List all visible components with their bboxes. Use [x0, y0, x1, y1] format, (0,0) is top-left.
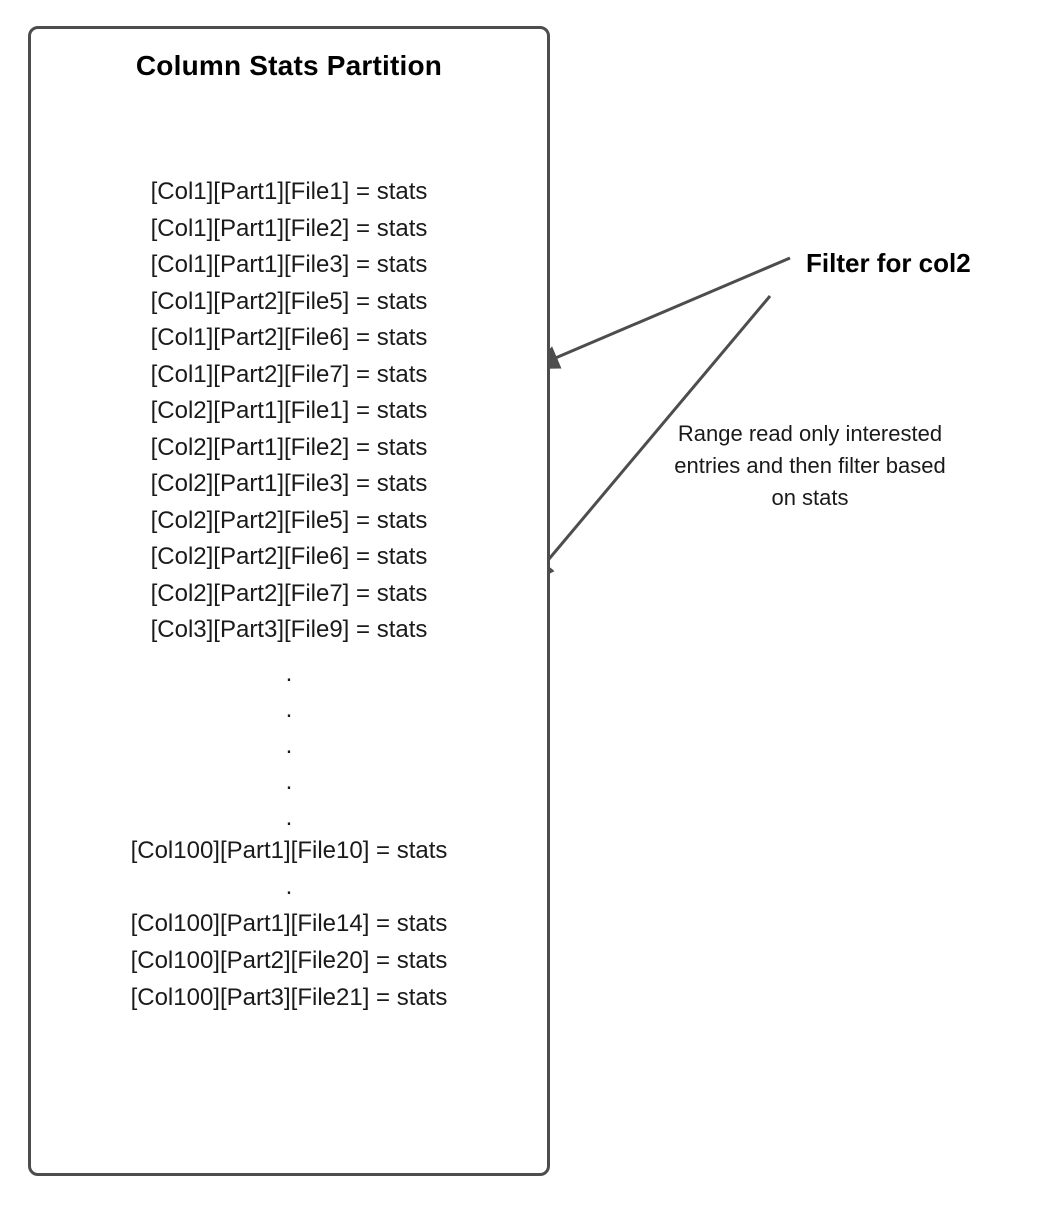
list-item: [Col1][Part2][File5] = stats	[150, 287, 428, 315]
stats-entry-list-tail-b	[28, 905, 550, 1016]
list-item: [Col2][Part2][File7] = stats	[150, 579, 428, 607]
ellipsis-dot: .	[285, 804, 293, 831]
list-item: [Col100][Part1][File14] = stats	[130, 910, 448, 937]
list-item: [Col100][Part2][File20] = stats	[130, 947, 448, 974]
filter-callout-title: Filter for col2	[806, 248, 971, 278]
range-read-note: Range read only interested entries and then filter based on stats	[674, 421, 946, 510]
list-item: [Col2][Part2][File6] = stats	[150, 543, 428, 570]
ellipsis-dot: .	[285, 768, 293, 795]
list-item: [Col100][Part3][File21] = stats	[130, 984, 448, 1011]
list-item: [Col2][Part2][File5] = stats	[150, 506, 428, 534]
box-title: Column Stats Partition	[135, 50, 443, 81]
list-item: [Col1][Part2][File6] = stats	[150, 324, 428, 351]
ellipsis-dot: .	[285, 873, 293, 900]
ellipsis-dot: .	[285, 660, 293, 687]
list-item: [Col1][Part2][File7] = stats	[150, 360, 428, 388]
list-item: [Col3][Part3][File9] = stats	[150, 616, 428, 643]
ellipsis-dot: .	[285, 696, 293, 723]
ellipsis-block-1	[28, 656, 550, 836]
list-item: [Col2][Part1][File2] = stats	[150, 433, 428, 461]
ellipsis-dot: .	[285, 732, 293, 759]
filter-arrow-upper	[532, 258, 790, 368]
ellipsis-block-2	[28, 869, 550, 905]
list-item: [Col100][Part1][File10] = stats	[130, 837, 448, 864]
list-item: [Col2][Part1][File3] = stats	[150, 470, 428, 497]
list-item: [Col2][Part1][File1] = stats	[150, 397, 428, 424]
list-item: [Col1][Part1][File3] = stats	[150, 251, 428, 278]
list-item: [Col1][Part1][File2] = stats	[150, 214, 428, 242]
stats-entry-list-tail-a	[28, 832, 550, 869]
list-item: [Col1][Part1][File1] = stats	[150, 178, 428, 205]
stats-entry-list	[28, 174, 550, 649]
